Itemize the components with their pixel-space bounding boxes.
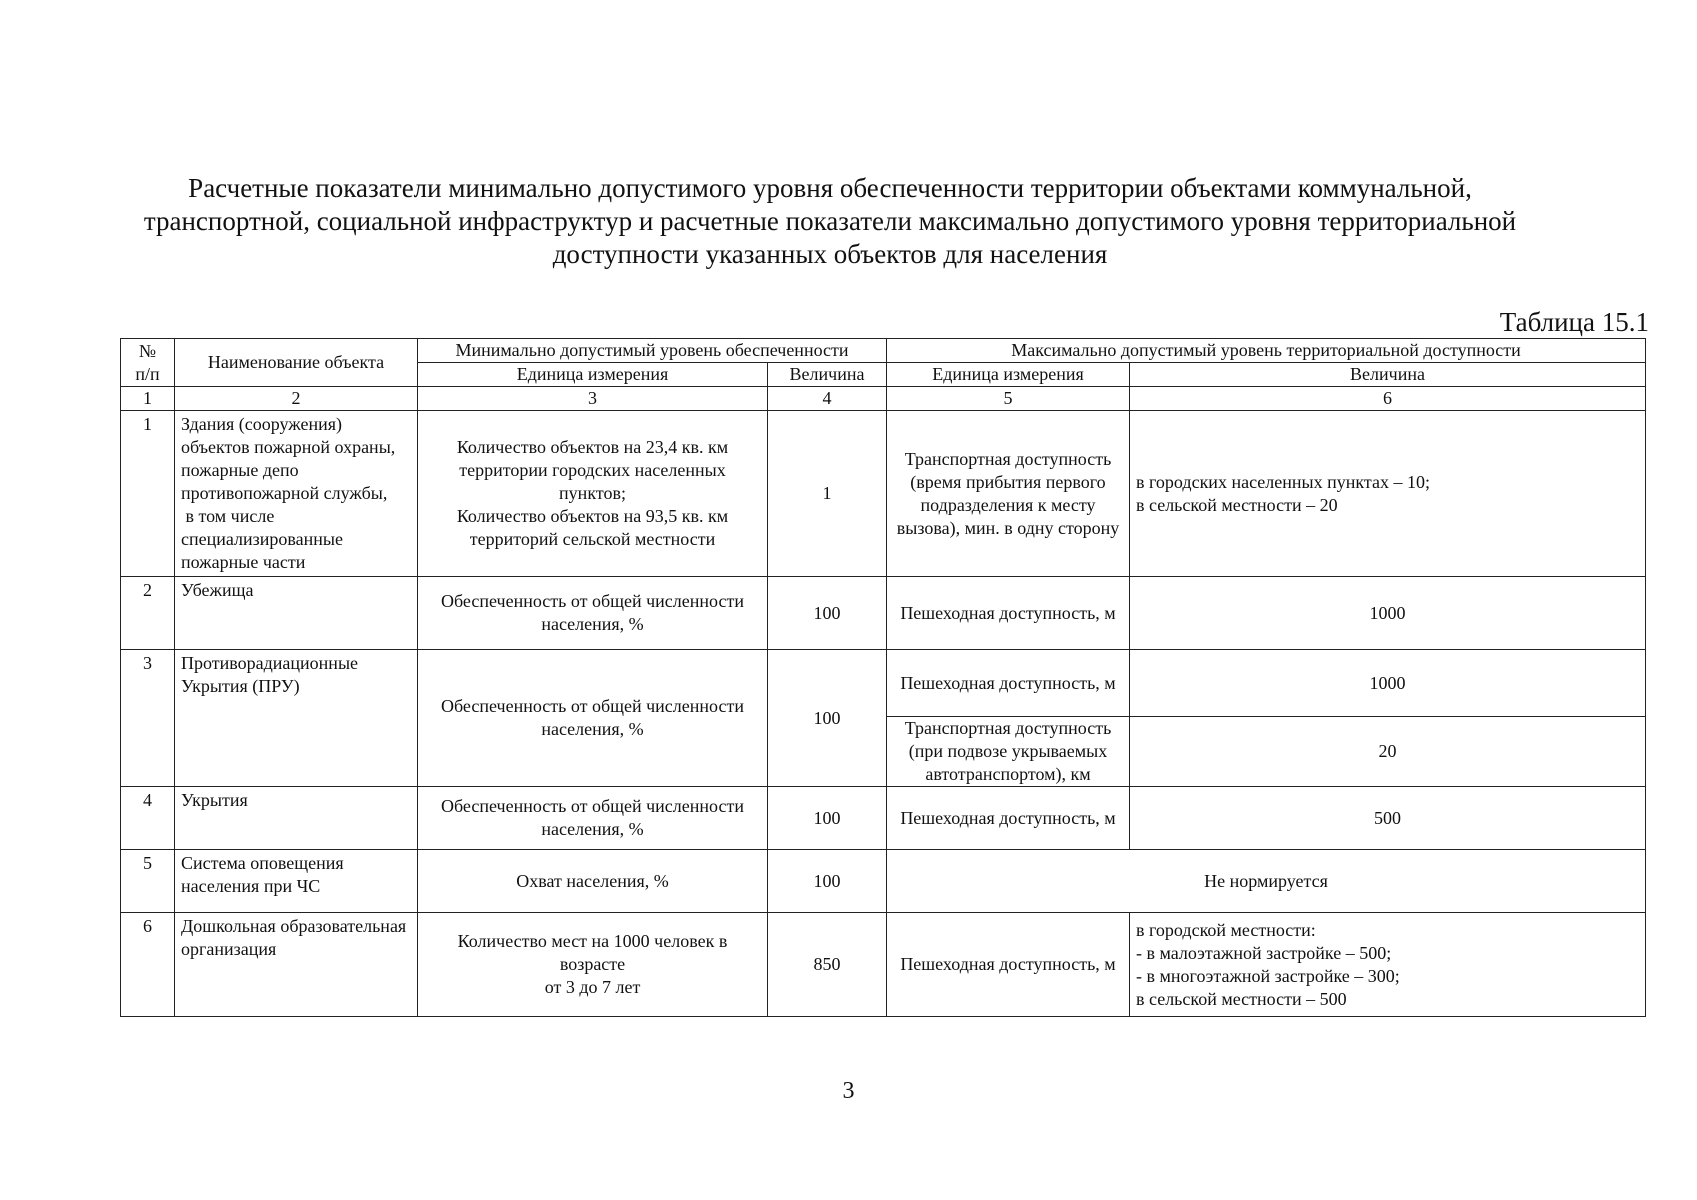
min-unit-line: Обеспеченность от общей численности	[441, 696, 744, 716]
min-value-cell: 850	[768, 913, 887, 1017]
max-unit-cell	[887, 913, 1130, 1017]
table-row	[121, 850, 1646, 913]
column-number: 3	[418, 387, 768, 411]
object-name-line: Противорадиационные	[181, 653, 359, 673]
min-value-cell: 100	[768, 650, 887, 787]
object-name-line: специализированные	[181, 529, 343, 549]
min-value-cell: 100	[768, 787, 887, 850]
column-number: 2	[175, 387, 418, 411]
max-unit-cell	[887, 577, 1130, 650]
min-unit-line: от 3 до 7 лет	[544, 977, 641, 997]
object-name-line: Укрытия (ПРУ)	[181, 676, 300, 696]
min-unit-line: населения, %	[541, 819, 644, 839]
title-line: Расчетные показатели минимально допустимого уровня обеспеченности территории объектами коммунальной,	[188, 173, 1472, 203]
min-unit-cell	[418, 787, 768, 850]
min-unit-cell	[418, 411, 768, 577]
max-unit-line: автотранспортом), км	[925, 764, 1091, 784]
min-unit-line: Количество мест на 1000 человек в возрасте	[457, 931, 728, 974]
object-name-line: пожарные депо	[181, 460, 299, 480]
max-value-line: в сельской местности – 500	[1136, 988, 1347, 1009]
document-title	[120, 172, 1540, 271]
page-number: 3	[842, 1078, 855, 1104]
min-unit-cell	[418, 577, 768, 650]
max-value-line: в сельской местности – 20	[1136, 494, 1338, 515]
row-number: 1	[121, 411, 175, 577]
table-row	[121, 411, 1646, 577]
max-value-cell	[1130, 717, 1646, 787]
max-unit-line: Пешеходная доступность, м	[900, 672, 1116, 693]
max-unit-line: вызова), мин. в одну сторону	[896, 517, 1120, 538]
header-min-unit: Единица измерения	[418, 363, 768, 387]
object-name-cell	[175, 577, 418, 650]
object-name-cell	[175, 787, 418, 850]
header-num-cell	[121, 339, 175, 387]
min-value-cell: 100	[768, 850, 887, 913]
object-name-cell	[175, 650, 418, 787]
header-name-cell: Наименование объекта	[175, 339, 418, 387]
header-max-group: Максимально допустимый уровень территориальной доступности	[887, 339, 1646, 363]
column-number: 6	[1130, 387, 1646, 411]
max-unit-line: Транспортная доступность	[904, 718, 1112, 738]
max-unit-line: подразделения к месту	[920, 494, 1096, 515]
min-unit-cell	[418, 650, 768, 787]
table-header-row	[121, 339, 1646, 363]
object-name-line: противопожарной службы,	[181, 483, 388, 503]
table-row	[121, 577, 1646, 650]
object-name-line: пожарные части	[181, 552, 306, 572]
column-number: 1	[121, 387, 175, 411]
object-name-line: Система оповещения	[181, 853, 344, 873]
max-unit-line: Пешеходная доступность, м	[900, 954, 1116, 974]
column-number: 4	[768, 387, 887, 411]
max-value-line: в городских населенных пунктах – 10;	[1136, 471, 1430, 492]
object-name-line: объектов пожарной охраны,	[181, 437, 396, 457]
object-name-line: Укрытия	[181, 790, 248, 810]
min-unit-line: Количество объектов на 93,5 кв. км	[456, 506, 729, 526]
max-unit-cell	[887, 411, 1130, 577]
title-line: доступности указанных объектов для населения	[552, 239, 1108, 269]
object-name-line: в том числе	[181, 506, 275, 526]
object-name-cell	[175, 850, 418, 913]
indicators-table	[120, 338, 1646, 1017]
row-number: 3	[121, 650, 175, 787]
max-unit-cell	[887, 787, 1130, 850]
column-number-row	[121, 387, 1646, 411]
object-name-line: Здания (сооружения)	[181, 414, 342, 434]
min-unit-line: Количество объектов на 23,4 кв. км	[456, 437, 729, 457]
max-value-cell	[1130, 411, 1646, 577]
object-name-cell	[175, 913, 418, 1017]
min-unit-line: Охват населения, %	[516, 870, 669, 891]
max-value-cell	[1130, 577, 1646, 650]
min-unit-line: Обеспеченность от общей численности	[441, 796, 744, 816]
min-unit-line: населения, %	[541, 719, 644, 739]
object-name-cell	[175, 411, 418, 577]
max-value-line: 20	[1378, 741, 1397, 761]
max-unit-line: (время прибытия первого	[910, 471, 1106, 492]
min-unit-cell	[418, 913, 768, 1017]
header-min-value: Величина	[768, 363, 887, 387]
max-value-line: - в малоэтажной застройке – 500;	[1136, 942, 1392, 963]
row-number: 6	[121, 913, 175, 1017]
max-value-line: 1000	[1369, 602, 1406, 623]
max-unit-line: (при подвозе укрываемых	[908, 741, 1108, 761]
header-num-label: №	[138, 340, 157, 361]
header-num-label: п/п	[135, 363, 160, 384]
min-unit-line: населения, %	[541, 614, 644, 634]
min-unit-cell	[418, 850, 768, 913]
min-unit-line: территорий сельской местности	[469, 529, 716, 549]
max-value-line: 500	[1374, 807, 1401, 828]
min-value-cell: 100	[768, 577, 887, 650]
table-row	[121, 650, 1646, 717]
max-value-cell	[1130, 787, 1646, 850]
max-value-cell	[1130, 913, 1646, 1017]
row-number: 2	[121, 577, 175, 650]
max-value-line: в городской местности:	[1136, 919, 1316, 940]
header-max-unit: Единица измерения	[887, 363, 1130, 387]
min-value-cell: 1	[768, 411, 887, 577]
title-line: транспортной, социальной инфраструктур и расчетные показатели максимально допустимого уровня территориальной	[143, 206, 1517, 236]
max-value-line: - в многоэтажной застройке – 300;	[1136, 965, 1400, 986]
max-unit-line: Пешеходная доступность, м	[900, 807, 1116, 828]
table-row	[121, 787, 1646, 850]
max-unit-cell	[887, 650, 1130, 717]
object-name-line: организация	[181, 939, 277, 959]
min-unit-line: Обеспеченность от общей численности	[441, 591, 744, 611]
column-number: 5	[887, 387, 1130, 411]
max-unit-line: Пешеходная доступность, м	[900, 602, 1116, 623]
object-name-line: населения при ЧС	[181, 876, 321, 896]
row-number: 5	[121, 850, 175, 913]
min-unit-line: территории городских населенных пунктов;	[459, 460, 726, 503]
max-value-cell	[1130, 650, 1646, 717]
header-min-group: Минимально допустимый уровень обеспеченности	[418, 339, 887, 363]
object-name-line: Дошкольная образовательная	[181, 916, 407, 936]
max-value-line: 1000	[1369, 672, 1406, 693]
table-row	[121, 913, 1646, 1017]
row-number: 4	[121, 787, 175, 850]
header-max-value: Величина	[1130, 363, 1646, 387]
object-name-line: Убежища	[181, 580, 254, 600]
max-unit-line: Транспортная доступность	[904, 448, 1112, 469]
table-caption: Таблица 15.1	[1499, 307, 1649, 337]
max-unit-cell	[887, 717, 1130, 787]
max-merged-cell: Не нормируется	[887, 850, 1646, 913]
